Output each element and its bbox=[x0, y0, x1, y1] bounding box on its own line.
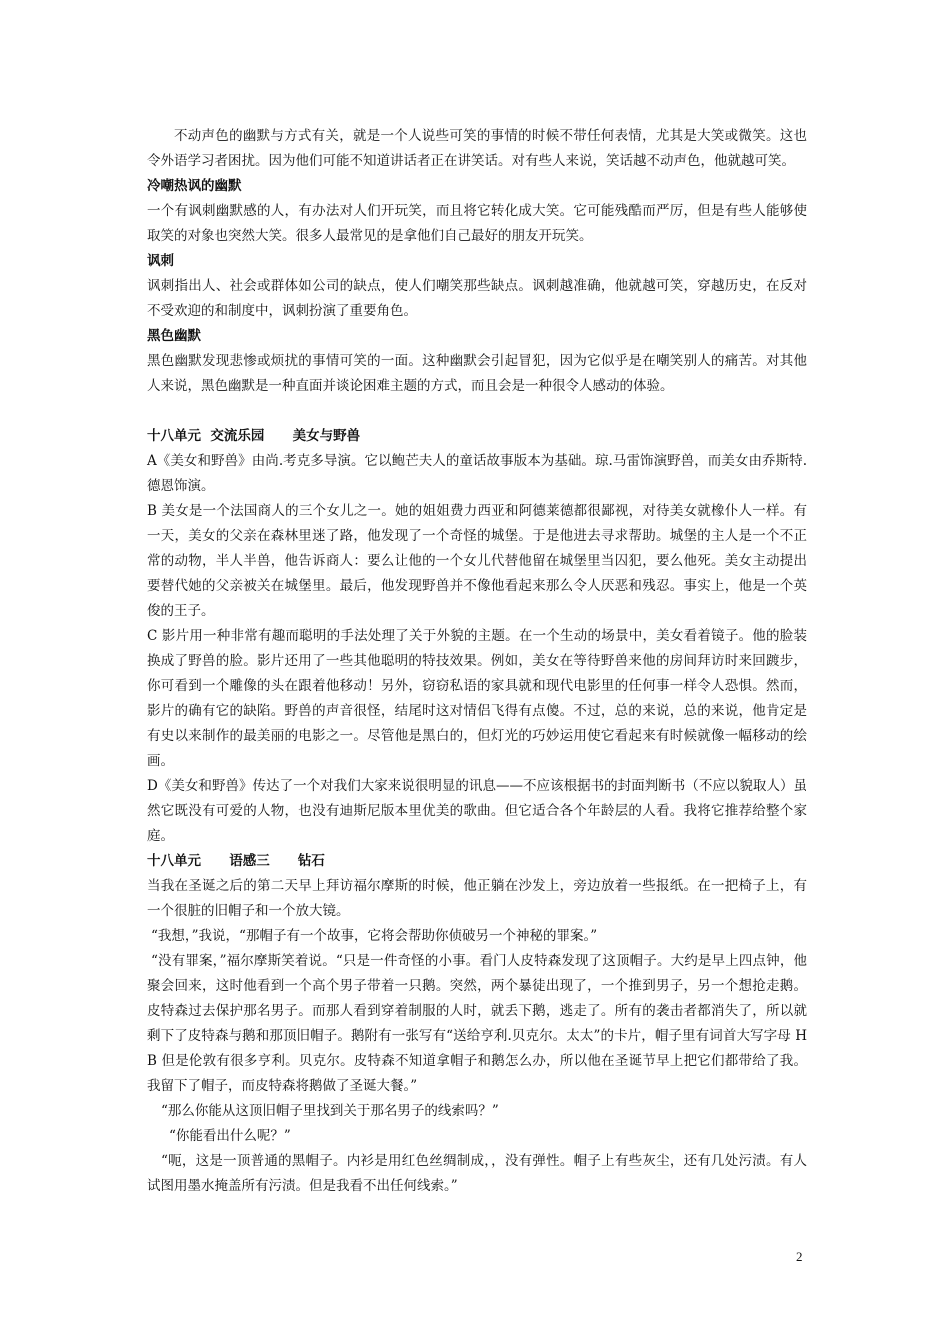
paragraph-holmes-1: 当我在圣诞之后的第二天早上拜访福尔摩斯的时候，他正躺在沙发上，旁边放着一些报纸。在一把椅子上，有一个很脏的旧帽子和一个放大镜。 bbox=[147, 878, 807, 919]
paragraph-D: D《美女和野兽》传达了一个对我们大家来说很明显的讯息——不应该根据书的封面判断书（不应以貌取人）虽然它既没有可爱的人物，也没有迪斯尼版本里优美的歌曲。但它适合各个年龄层的人看。我将它推荐给整个家庭。 bbox=[147, 778, 807, 844]
heading-unit18-diamond: 十八单元 语感三 钻石 bbox=[147, 853, 325, 869]
paragraph-black-humor: 黑色幽默发现悲惨或烦扰的事情可笑的一面。这种幽默会引起冒犯，因为它似乎是在嘲笑别人的痛苦。对其他人来说，黑色幽默是一种直面并谈论困难主题的方式，而且会是一种很令人感动的体验。 bbox=[147, 353, 807, 394]
paragraph-holmes-5: “你能看出什么呢？” bbox=[169, 1128, 291, 1144]
page-number: 2 bbox=[796, 1249, 803, 1264]
paragraph-holmes-4: “那么你能从这顶旧帽子里找到关于那名男子的线索吗？” bbox=[161, 1103, 499, 1119]
paragraph-holmes-2: “我想，”我说，“那帽子有一个故事，它将会帮助你侦破另一个神秘的罪案。” bbox=[151, 928, 598, 944]
heading-black-humor: 黑色幽默 bbox=[147, 328, 201, 344]
heading-sarcastic-humor: 冷嘲热讽的幽默 bbox=[147, 178, 242, 194]
paragraph-B: B 美女是一个法国商人的三个女儿之一。她的姐姐费力西亚和阿德莱德都很鄙视，对待美女就橡仆人一样。有一天，美女的父亲在森林里迷了路，他发现了一个奇怪的城堡。于是他进去寻求帮助。城堡的主人是一个不正常的动物，半人半兽，他告诉商人：要么让他的一个女儿代替他留在城堡里当囚犯，要么他死。美女主动提出要替代她的父亲被关在城堡里。最后，他发现野兽并不像他看起来那么令人厌恶和残忍。事实上，他是一个英俊的王子。 bbox=[147, 503, 807, 619]
heading-unit18-beauty-beast: 十八单元 交流乐园 美女与野兽 bbox=[147, 428, 361, 444]
paragraph-satire: 讽刺指出人、社会或群体如公司的缺点，使人们嘲笑那些缺点。讽刺越准确，他就越可笑，穿越历史，在反对不受欢迎的和制度中，讽刺扮演了重要角色。 bbox=[147, 278, 807, 319]
document-page bbox=[147, 124, 807, 1199]
paragraph-holmes-3: “没有罪案，”福尔摩斯笑着说。“只是一件奇怪的小事。看门人皮特森发现了这顶帽子。大约是早上四点钟，他聚会回来，这时他看到一个高个男子带着一只鹅。突然，两个暴徒出现了，一个推到男子，另一个想抢走鹅。皮特森过去保护那名男子。而那人看到穿着制服的人时，就丢下鹅，逃走了。所有的袭击者都消失了，所以就剩下了皮特森与鹅和那顶旧帽子。鹅附有一张写有“送给亨利.贝克尔。太太”的卡片，帽子里有词首大写字母 HB 但是伦敦有很多亨利。贝克尔。皮特森不知道拿帽子和鹅怎么办，所以他在圣诞节早上把它们都带给了我。我留下了帽子，而皮特森将鹅做了圣诞大餐。” bbox=[147, 953, 807, 1094]
paragraph-deadpan-humor: 不动声色的幽默与方式有关，就是一个人说些可笑的事情的时候不带任何表情，尤其是大笑或微笑。这也令外语学习者困扰。因为他们可能不知道讲话者正在讲笑话。对有些人来说，笑话越不动声色，他就越可笑。 bbox=[147, 128, 807, 169]
heading-satire: 讽刺 bbox=[147, 253, 174, 269]
paragraph-sarcastic-humor: 一个有讽刺幽默感的人，有办法对人们开玩笑，而且将它转化成大笑。它可能残酷而严厉，但是有些人能够使取笑的对象也突然大笑。很多人最常见的是拿他们自己最好的朋友开玩笑。 bbox=[147, 203, 807, 244]
paragraph-A: A《美女和野兽》由尚.考克多导演。它以鲍芒夫人的童话故事版本为基础。琼.马雷饰演野兽，而美女由乔斯特.德恩饰演。 bbox=[147, 453, 807, 494]
blank-line bbox=[147, 399, 807, 424]
paragraph-C: C 影片用一种非常有趣而聪明的手法处理了关于外貌的主题。在一个生动的场景中，美女看着镜子。他的脸装换成了野兽的脸。影片还用了一些其他聪明的特技效果。例如，美女在等待野兽来他的房间拜访时来回踱步，你可看到一个雕像的头在跟着他移动！另外，窃窃私语的家具就和现代电影里的任何事一样令人恐惧。然而，影片的确有它的缺陷。野兽的声音很怪，结尾时这对情侣飞得有点傻。不过，总的来说，总的来说，他肯定是有史以来制作的最美丽的电影之一。尽管他是黑白的，但灯光的巧妙运用使它看起来有时候就像一幅移动的绘画。 bbox=[147, 628, 807, 769]
paragraph-holmes-6: “呃，这是一顶普通的黑帽子。内衫是用红色丝绸制成，，没有弹性。帽子上有些灰尘，还有几处污渍。有人试图用墨水掩盖所有污渍。但是我看不出任何线索。” bbox=[147, 1153, 807, 1194]
